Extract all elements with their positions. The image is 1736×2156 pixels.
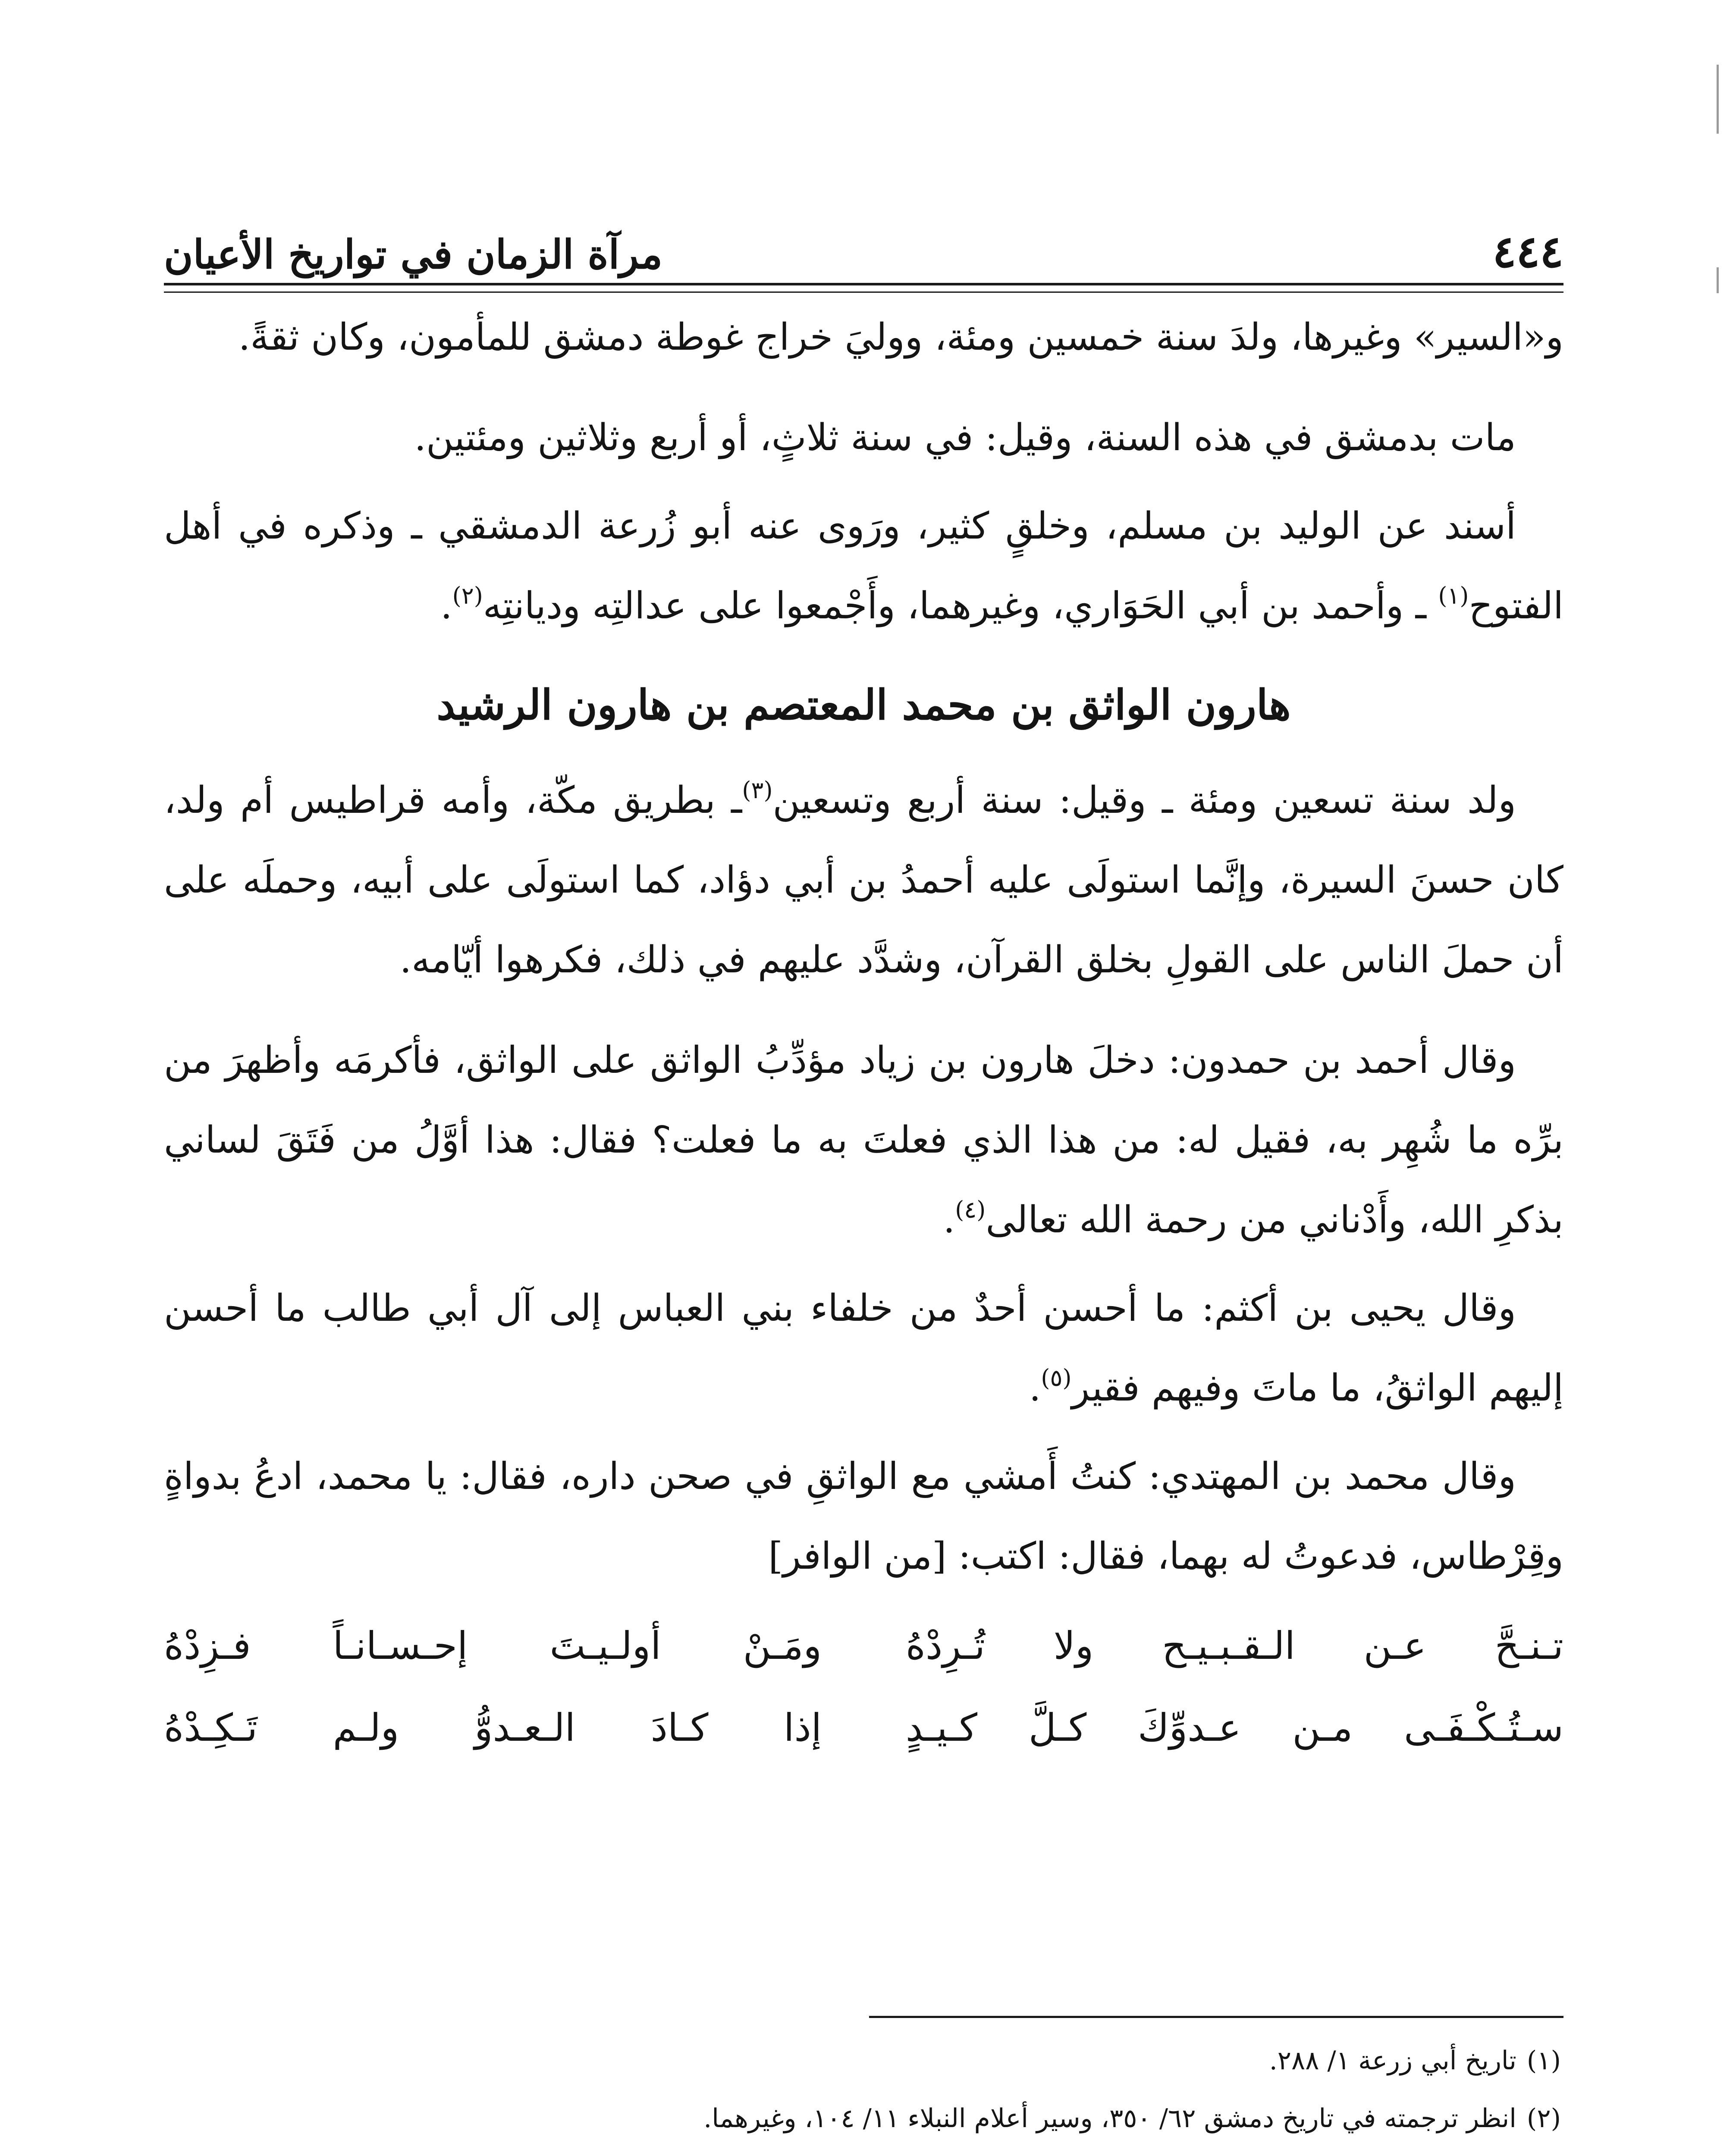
footnote-text: انظر ترجمته في تاريخ دمشق ٦٢/ ٣٥٠، وسير أعلام النبلاء ١١/ ١٠٤، وغيرهما. [703, 2103, 1516, 2134]
footnote-ref-1: (١) [1438, 582, 1469, 609]
verse-first-hemistich: سـتُـكْـفَـى مـن عـدوِّكَ كـلَّ كـيـدٍ [905, 1705, 1563, 1750]
paragraph-5 [164, 1021, 1563, 1260]
footnotes [164, 2035, 1563, 2156]
paragraph-1 [164, 298, 1563, 377]
footnote-ref-3: (٣) [742, 777, 773, 804]
footnote-number: (١) [1526, 2046, 1561, 2076]
page-number: ٤٤٤ [1492, 226, 1563, 278]
verse-second-hemistich: ومَـنْ أولـيـتَ إحـسـانـاً فـزِدْهُ [164, 1623, 822, 1668]
verse-second-hemistich: إذا كـادَ الـعـدوُّ ولـم تَـكِـدْهُ [164, 1705, 822, 1750]
header-rule [164, 283, 1563, 293]
paragraph-end: . [943, 1198, 955, 1241]
paragraph-text: وقال يحيى بن أكثم: ما أحسن أحدٌ من خلفاء بني العباس إلى آل أبي طالب ما أحسن إليهم الواثقُ، ما ماتَ وفيهم فقير [164, 1287, 1563, 1410]
paragraph-7 [164, 1437, 1563, 1596]
paragraph-text: ـ وأحمد بن أبي الحَوَاري، وغيرهما، وأَجْمعوا على عدالتِه وديانتِه [483, 584, 1438, 627]
paragraph-end: . [1029, 1366, 1041, 1410]
paragraph-4 [164, 761, 1563, 1000]
paragraph-2 [164, 398, 1563, 478]
section-heading: هارون الواثق بن محمد المعتصم بن هارون الرشيد [436, 680, 1291, 729]
footnote-2 [164, 2093, 1563, 2144]
scan-edge-mark [1717, 267, 1719, 293]
paragraph-end: . [440, 584, 452, 627]
verse-1 [164, 1605, 1563, 1687]
footnote-ref-5: (٥) [1041, 1364, 1072, 1391]
footnote-1 [164, 2035, 1563, 2086]
paragraph-text: و«السير» وغيرها، ولدَ سنة خمسين ومئة، ووليَ خراج غوطة دمشق للمأمون، وكان ثقةً. [238, 316, 1563, 359]
paragraph-6 [164, 1269, 1563, 1428]
footnote-ref-4: (٤) [955, 1196, 986, 1223]
main-text [164, 298, 1563, 1769]
paragraph-text: ـ بطريق مكّة، وأمه قراطيس أم ولد، كان حسنَ السيرة، وإنَّما استولَى عليه أحمدُ بن أبي دؤاد، كما استولَى على أبيه، وحملَه على أن حملَ الناس على القولِ بخلق القرآن، وشدَّد عليهم في ذلك، فكرهوا أيّامه. [164, 779, 1563, 981]
paragraph-text: ولد سنة تسعين ومئة ـ وقيل: سنة أربع وتسعين [772, 779, 1516, 822]
paragraph-text: وقال أحمد بن حمدون: دخلَ هارون بن زياد مؤدِّبُ الواثق على الواثق، فأكرمَه وأظهرَ من برِّه ما شُهِر به، فقيل له: من هذا الذي فعلتَ به ما فعلت؟ فقال: هذا أوَّلُ من فَتَقَ لساني بذكرِ الله، وأَدْناني من رحمة الله تعالى [164, 1039, 1563, 1241]
running-header [164, 179, 1563, 278]
footnote-number: (٢) [1526, 2103, 1561, 2134]
paragraph-text: أسند عن الوليد بن مسلم، وخلقٍ كثير، ورَوى عنه أبو زُرعة الدمشقي ـ وذكره في أهل الفتوح [164, 505, 1563, 627]
footnote-text: تاريخ أبي زرعة ١/ ٢٨٨. [1269, 2046, 1516, 2076]
verse-2 [164, 1687, 1563, 1769]
paragraph-text: مات بدمشق في هذه السنة، وقيل: في سنة ثلاثٍ، أو أربع وثلاثين ومئتين. [414, 416, 1516, 459]
book-title: مرآة الزمان في تواريخ الأعيان [164, 231, 663, 278]
footnote-divider [869, 2016, 1563, 2018]
footnote-3 [164, 2151, 1563, 2156]
footnote-ref-2: (٢) [452, 582, 483, 609]
poem [164, 1605, 1563, 1769]
paragraph-text: وقال محمد بن المهتدي: كنتُ أَمشي مع الواثقِ في صحن داره، فقال: يا محمد، ادعُ بدواةٍ وقِرْطاس، فدعوتُ له بهما، فقال: اكتب: [من الوافر] [164, 1455, 1563, 1578]
verse-first-hemistich: تـنـحَّ عـن الـقـبـيـح ولا تُـرِدْهُ [905, 1623, 1563, 1668]
paragraph-3 [164, 486, 1563, 646]
scan-edge-mark [1717, 65, 1719, 134]
